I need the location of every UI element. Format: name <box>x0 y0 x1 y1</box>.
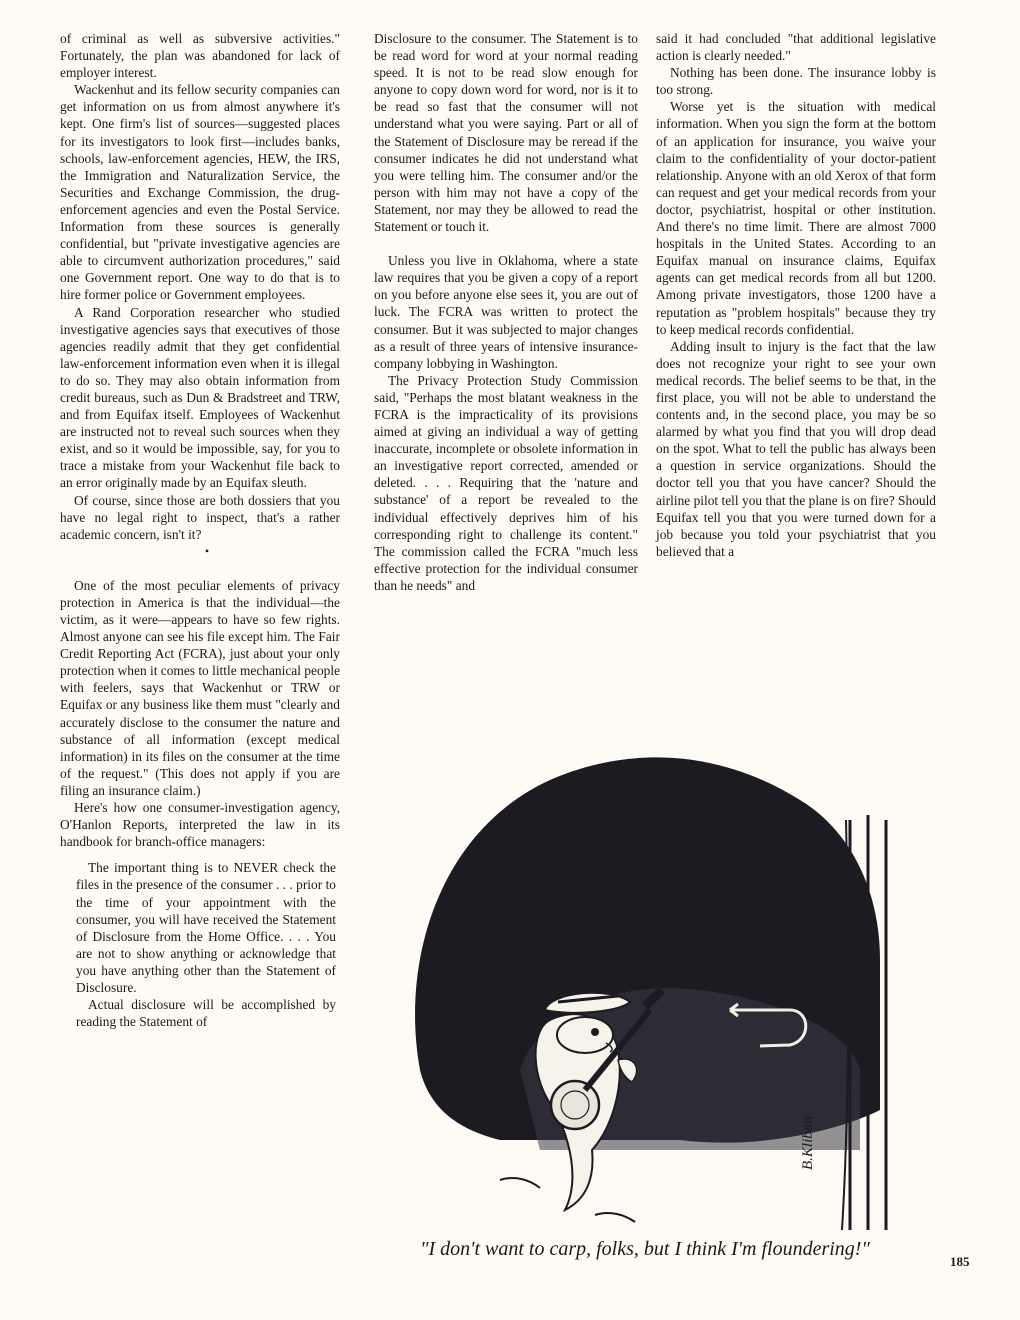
paragraph: said it had concluded "that additional legislative action is clearly needed." <box>656 31 936 64</box>
quote-paragraph: Actual disclosure will be accomplished by reading the Statement of <box>76 997 336 1030</box>
banjo <box>551 1081 599 1129</box>
spacer <box>60 850 340 859</box>
article-column-1 <box>60 30 340 1030</box>
paragraph: of criminal as well as subversive activities." Fortunately, the plan was abandoned for lack of employer interest. <box>60 31 340 81</box>
paragraph: Of course, since those are both dossiers that you have no legal right to inspect, that's a rather academic concern, isn't it? <box>60 492 340 542</box>
cartoon-illustration <box>380 710 940 1230</box>
paragraph: A Rand Corporation researcher who studied investigative agencies says that executives of those agencies readily admit that they get confidential law-enforcement information even when it is illegal to do so. They may also obtain information from credit bureaus, such as Dun & Bradstreet and TRW, and from Equifax itself. Employees of Wackenhut are instructed not to reveal such sources when they exist, and so it would be impossible, say, for you to trace a mistake from your Wackenhut file back to an error originally made by an Equifax sleuth. <box>60 304 340 491</box>
paragraph: The Privacy Protection Study Commission said, "Perhaps the most blatant weakness in the FCRA is the impracticality of its provisions aimed at giving an individual a way of getting inaccurate, incomplete or obsolete information in an investigative report corrected, amended or deleted. . . . Requiring that the 'nature and substance' of a report be revealed to the individual effectively deprives him of his corresponding right to challenge its content." The commission called the FCRA "much less effective protection for the individual consumer than he needs" and <box>374 372 639 593</box>
article-column-2 <box>374 30 638 594</box>
paragraph: One of the most peculiar elements of privacy protection in America is that the individual—the victim, as it were—appears to have so few rights. Almost anyone can see his file except him. The Fair Credit Reporting Act (FCRA), just about your only protection when it comes to little mechanical people with feelers, says that Wackenhut or TRW or Equifax or any business like them must "clearly and accurately disclose to the consumer the nature and substance of all information (except medical information) in its files on the consumer at the time of the request." (This does not apply if you are filing an insurance claim.) <box>60 577 340 798</box>
paragraph: Wackenhut and its fellow security companies can get information on us from almost anywhere it's kept. One firm's list of sources—suggested places for its investigators to look first—includes banks, schools, law-enforcement agencies, HEW, the IRS, the Immigration and Naturalization Service, the Securities and Exchange Commission, the drug-enforcement agencies and even the Postal Service. Information from these sources is generally confidential, but "private investigative agencies are able to circumvent authorization procedures," said one Government report. One way to do that is to hire former police or Government employees. <box>60 82 340 303</box>
spacer <box>60 560 340 577</box>
page-number: 185 <box>950 1254 970 1269</box>
paragraph: Unless you live in Oklahoma, where a state law requires that you be given a copy of a report on you before anyone else sees it, you are out of luck. The FCRA was written to protect the consumer. But it was subjected to major changes as a result of three years of intensive insurance-company lobbying in Washington. <box>374 253 638 371</box>
section-separator: • <box>204 543 210 558</box>
paragraph: Worse yet is the situation with medical information. When you sign the form at the bottom of an application for insurance, you waive your claim to the confidentiality of your doctor-patient relationship. Anyone with an old Xerox of that form can request and get your medical records from your doctor, psychiatrist, hospital or other institution. And there's no time limit. There are almost 7000 hospitals in the United States. According to an Equifax manual on insurance claims, Equifax agents can get medical records from all but 1200. Among private investigators, those 1200 have a reputation as "problem hospitals" because they try to keep medical records confidential. <box>656 99 936 337</box>
paragraph: Nothing has been done. The insurance lobby is too strong. <box>656 65 936 98</box>
block-quote <box>76 859 336 1030</box>
paragraph: Adding insult to injury is the fact that the law does not recognize your right to see your own medical records. The belief seems to be that, in the first place, you will not be able to understand the contents and, in the second place, you may be so alarmed by what you find that you will drop dead on the spot. What to tell the public has always been a question in service organizations. Should the doctor tell you that you have cancer? Should the airline pilot tell you that the plane is on fire? Should Equifax tell you that you were turned down for a job because you told your psychiatrist that you believed that a <box>656 338 936 559</box>
article-column-3 <box>656 30 936 560</box>
paragraph: Here's how one consumer-investigation agency, O'Hanlon Reports, interpreted the law in its handbook for branch-office managers: <box>60 800 340 850</box>
cartoon-caption: "I don't want to carp, folks, but I think I'm floundering!" <box>420 1238 870 1260</box>
artist-signature: B.Kliban <box>800 1116 816 1170</box>
spacer <box>374 235 638 252</box>
quote-paragraph: The important thing is to NEVER check the files in the presence of the consumer . . . prior to the time of your appointment with the consumer, you will have received the Statement of Disclosure from the Home Office. . . . You are not to show anything or acknowledge that you have anything other than the Statement of Disclosure. <box>76 860 336 995</box>
quote-paragraph: Disclosure to the consumer. The Statement is to be read word for word at your normal reading speed. It is not to be read slow enough for anyone to copy down word for word, nor is it to be read so fast that the consumer will not understand what you were saying. Part or all of the Statement of Disclosure may be reread if the consumer indicates he did not understand what you were telling him. The consumer and/or the person with him may not have a copy of the Statement, nor may they be allowed to read the Statement or touch it. <box>374 31 638 235</box>
